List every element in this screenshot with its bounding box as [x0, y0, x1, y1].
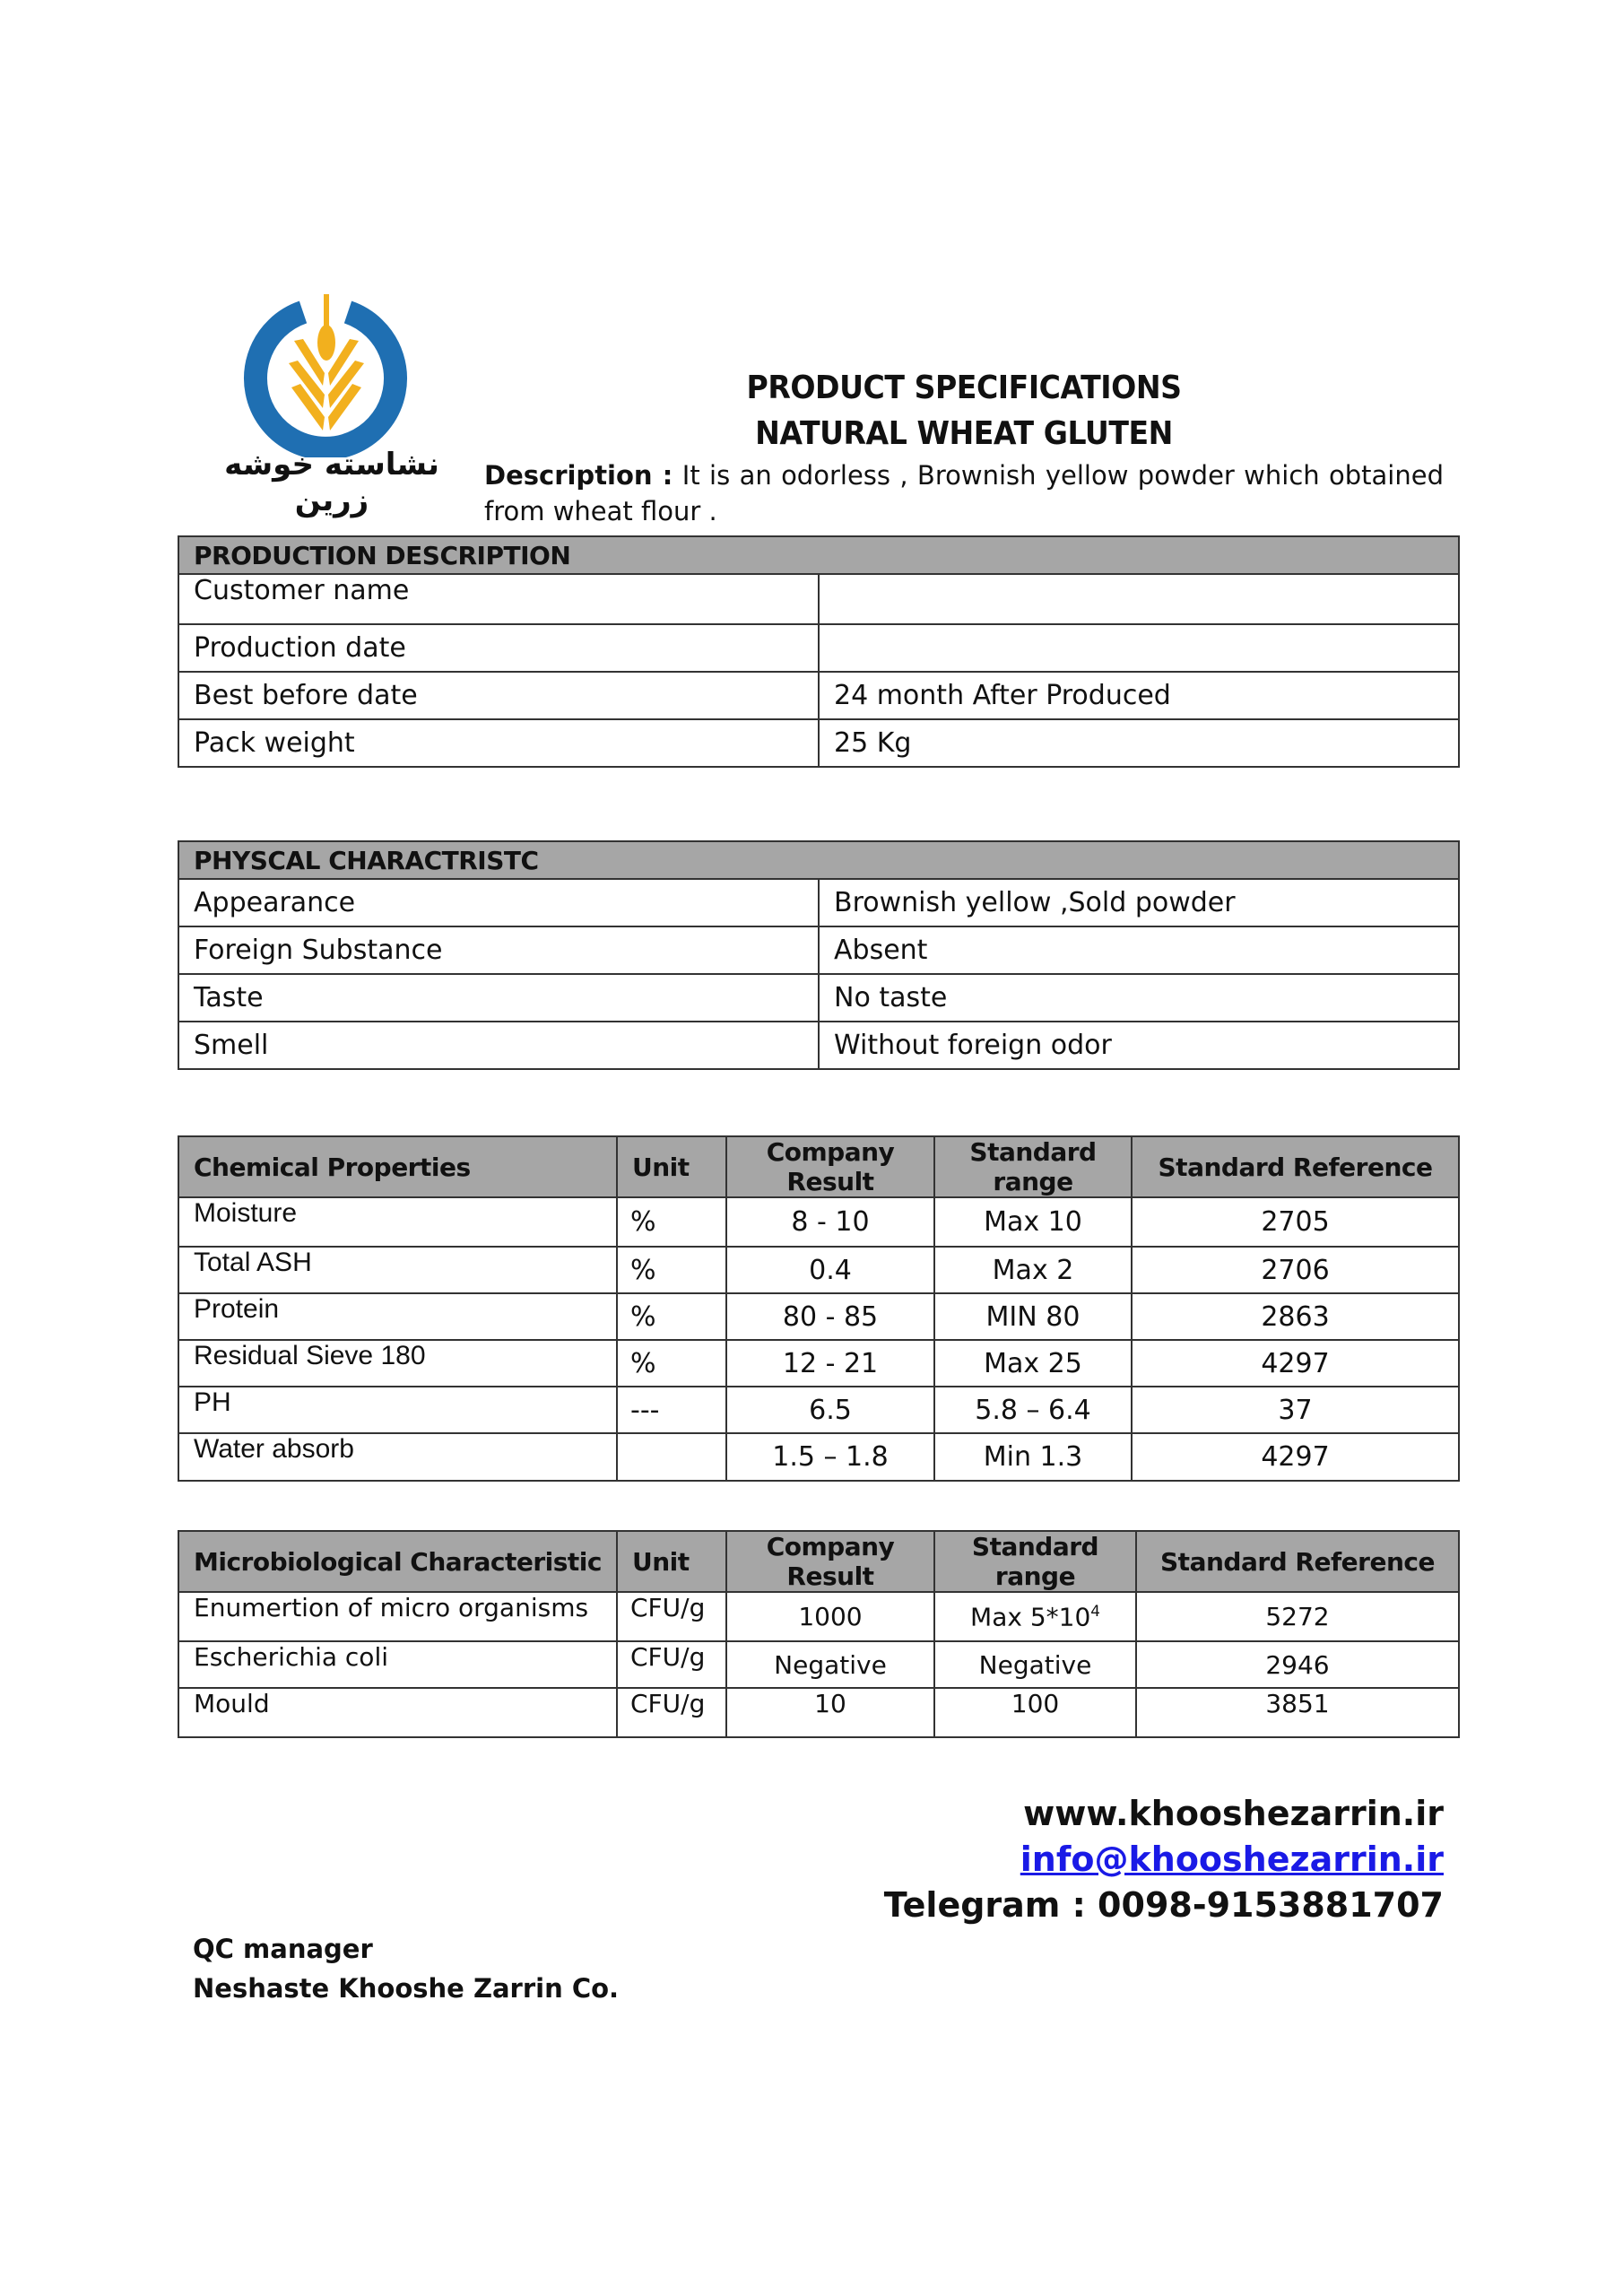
table-row — [178, 719, 1459, 767]
cell-result: 10 — [726, 1688, 934, 1737]
signature-role: QC manager — [193, 1934, 373, 1964]
cell-result: 1000 — [726, 1592, 934, 1641]
cell-reference: 2863 — [1132, 1293, 1459, 1340]
range-base: Max 5*10 — [970, 1602, 1091, 1632]
description — [484, 457, 1444, 529]
cell-unit: CFU/g — [617, 1641, 726, 1688]
cell-reference: 3851 — [1136, 1688, 1459, 1737]
cell-property: Total ASH — [178, 1247, 617, 1293]
cell-range: 100 — [934, 1688, 1136, 1737]
description-text: It is an odorless , Brownish yellow powder which obtained from wheat flour . — [484, 460, 1444, 526]
table-row — [178, 1433, 1459, 1481]
row-label: Production date — [178, 624, 819, 672]
cell-reference: 2946 — [1136, 1641, 1459, 1688]
cell-reference: 2705 — [1132, 1197, 1459, 1247]
cell-result: 6.5 — [726, 1387, 934, 1433]
row-label: Pack weight — [178, 719, 819, 767]
row-value: Without foreign odor — [819, 1022, 1459, 1069]
table-row — [178, 1387, 1459, 1433]
row-label: Smell — [178, 1022, 819, 1069]
table-row — [178, 1592, 1459, 1641]
row-label: Appearance — [178, 879, 819, 926]
microbiological-table — [178, 1530, 1460, 1738]
row-value — [819, 624, 1459, 672]
table-row — [178, 1293, 1459, 1340]
cell-reference: 2706 — [1132, 1247, 1459, 1293]
table-row — [178, 1022, 1459, 1069]
table-row — [178, 1641, 1459, 1688]
cell-unit: % — [617, 1340, 726, 1387]
product-name: NATURAL WHEAT GLUTEN — [755, 415, 1173, 452]
cell-reference: 4297 — [1132, 1340, 1459, 1387]
col-header: Microbiological Characteristic — [178, 1531, 617, 1592]
table-row — [178, 1688, 1459, 1737]
table-row — [178, 574, 1459, 624]
cell-unit: CFU/g — [617, 1592, 726, 1641]
cell-unit: % — [617, 1247, 726, 1293]
cell-reference: 37 — [1132, 1387, 1459, 1433]
chemical-table — [178, 1135, 1460, 1482]
cell-property: Protein — [178, 1293, 617, 1340]
col-header: Standard range — [934, 1136, 1132, 1197]
cell-property: Residual Sieve 180 — [178, 1340, 617, 1387]
cell-range: 5.8 – 6.4 — [934, 1387, 1132, 1433]
cell-result: 8 - 10 — [726, 1197, 934, 1247]
website: www.khooshezarrin.ir — [1023, 1794, 1444, 1833]
cell-range: Max 25 — [934, 1340, 1132, 1387]
cell-result: 80 - 85 — [726, 1293, 934, 1340]
cell-range: Min 1.3 — [934, 1433, 1132, 1481]
cell-range: MIN 80 — [934, 1293, 1132, 1340]
page-title: PRODUCT SPECIFICATIONS — [746, 370, 1182, 406]
email-link[interactable]: info@khooshezarrin.ir — [1020, 1839, 1444, 1879]
row-value: Absent — [819, 926, 1459, 974]
row-value — [819, 574, 1459, 624]
cell-range: Negative — [934, 1641, 1136, 1688]
col-header: Company Result — [726, 1531, 934, 1592]
range-exponent: 4 — [1090, 1601, 1100, 1620]
col-header: Company Result — [726, 1136, 934, 1197]
cell-result: 1.5 – 1.8 — [726, 1433, 934, 1481]
cell-characteristic: Enumertion of micro organisms — [178, 1592, 617, 1641]
cell-range — [934, 1592, 1136, 1641]
table-row — [178, 974, 1459, 1022]
table-row — [178, 672, 1459, 719]
logo-persian-text: نشاسته خوشه زرین — [224, 447, 439, 518]
cell-property: PH — [178, 1387, 617, 1433]
cell-unit: --- — [617, 1387, 726, 1433]
table-row — [178, 1247, 1459, 1293]
row-label: Foreign Substance — [178, 926, 819, 974]
row-value: 25 Kg — [819, 719, 1459, 767]
telegram: Telegram : 0098-9153881707 — [883, 1885, 1444, 1925]
description-label: Description : — [484, 460, 673, 491]
cell-characteristic: Mould — [178, 1688, 617, 1737]
row-label: Customer name — [178, 574, 819, 624]
wheat-logo-icon — [188, 287, 466, 457]
row-label: Taste — [178, 974, 819, 1022]
col-header: Standard range — [934, 1531, 1136, 1592]
signature-company: Neshaste Khooshe Zarrin Co. — [193, 1973, 620, 2004]
col-header: Standard Reference — [1132, 1136, 1459, 1197]
production-table — [178, 535, 1460, 768]
table-row — [178, 1197, 1459, 1247]
cell-characteristic: Escherichia coli — [178, 1641, 617, 1688]
cell-range: Max 2 — [934, 1247, 1132, 1293]
col-header: Standard Reference — [1136, 1531, 1459, 1592]
row-value: Brownish yellow ,Sold powder — [819, 879, 1459, 926]
table-row — [178, 1340, 1459, 1387]
cell-unit: % — [617, 1293, 726, 1340]
row-value: No taste — [819, 974, 1459, 1022]
col-header: Chemical Properties — [178, 1136, 617, 1197]
physical-header: PHYSCAL CHARACTRISTC — [178, 841, 1459, 879]
col-header: Unit — [617, 1531, 726, 1592]
table-row — [178, 624, 1459, 672]
cell-reference: 5272 — [1136, 1592, 1459, 1641]
cell-property: Water absorb — [178, 1433, 617, 1481]
production-header: PRODUCTION DESCRIPTION — [178, 536, 1459, 574]
physical-table — [178, 840, 1460, 1070]
table-row — [178, 879, 1459, 926]
cell-range: Max 10 — [934, 1197, 1132, 1247]
cell-result: Negative — [726, 1641, 934, 1688]
col-header: Unit — [617, 1136, 726, 1197]
cell-result: 12 - 21 — [726, 1340, 934, 1387]
cell-property: Moisture — [178, 1197, 617, 1247]
table-row — [178, 926, 1459, 974]
cell-result: 0.4 — [726, 1247, 934, 1293]
row-value: 24 month After Produced — [819, 672, 1459, 719]
row-label: Best before date — [178, 672, 819, 719]
email-link-wrap — [1020, 1839, 1444, 1879]
cell-unit: CFU/g — [617, 1688, 726, 1737]
cell-unit: % — [617, 1197, 726, 1247]
cell-unit — [617, 1433, 726, 1481]
cell-reference: 4297 — [1132, 1433, 1459, 1481]
